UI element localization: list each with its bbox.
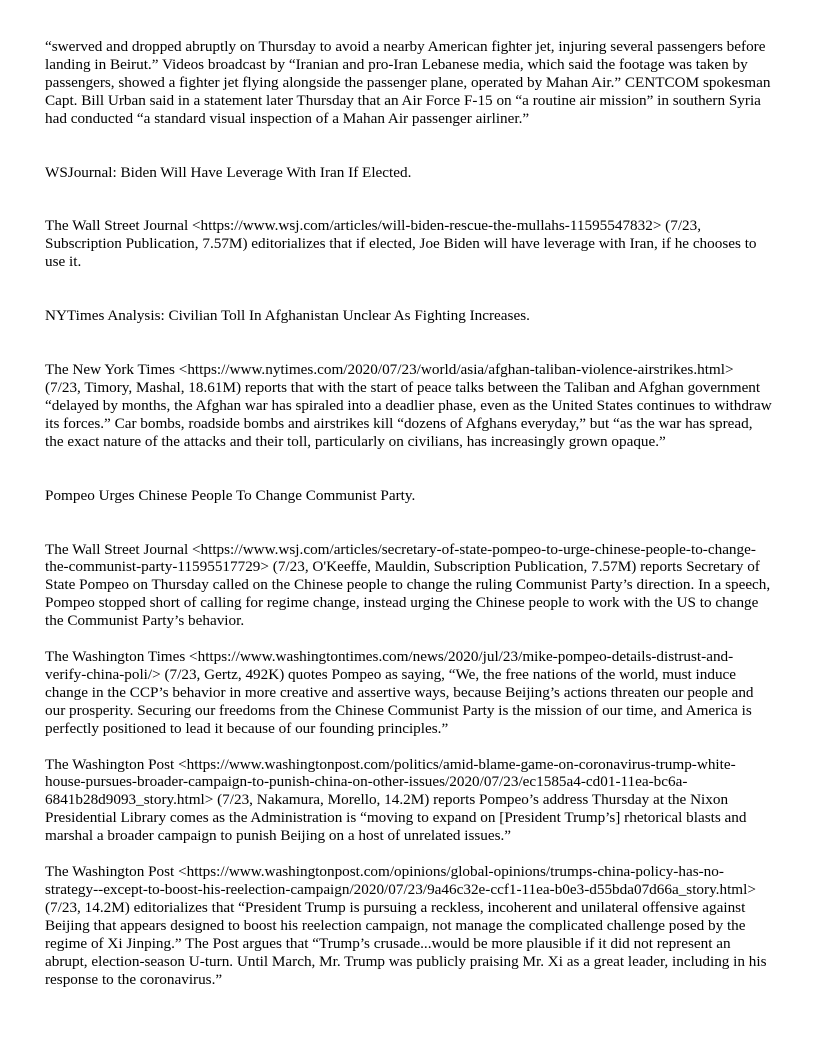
article-paragraph-wsj-biden: The Wall Street Journal <https://www.wsj.com/articles/will-biden-rescue-the-mullahs-11595547832> (7/23, Subscription Publication, 7.57M) editorializes that if elected, Joe Biden will have leverage with Iran, if he chooses to use it.	[45, 217, 757, 271]
document-page	[45, 38, 773, 988]
article-paragraph-washington-times: The Washington Times <https://www.washingtontimes.com/news/2020/jul/23/mike-pompeo-details-distrust-and-verify-china-poli/> (7/23, Gertz, 492K) quotes Pompeo as saying, “We, the free nations of the world, must induce change in the CCP’s behavior in more creative and assertive ways, because Beijing’s actions threaten our people and our prosperity. Securing our freedoms from the Chinese Communist Party is the mission of our time, and America is perfectly positioned to lead it because of our founding principles.”	[45, 648, 754, 737]
article-paragraph-wapo-pompeo: The Washington Post <https://www.washingtonpost.com/politics/amid-blame-game-on-coronavirus-trump-white-house-pursues-broader-campaign-to-punish-china-on-other-issues/2020/07/23/ec1585a4-cd01-11ea-bc6a-6841b28d9093_story.html> (7/23, Nakamura, Morello, 14.2M) reports Pompeo’s address Thursday at the Nixon Presidential Library comes as the Administration is “moving to expand on [President Trump’s] rhetorical blasts and marshal a broader campaign to punish Beijing on a host of unrelated issues.”	[45, 755, 747, 845]
spacer	[45, 451, 773, 487]
article-paragraph-nyt-afghanistan: The New York Times <https://www.nytimes.com/2020/07/23/world/asia/afghan-taliban-violence-airstrikes.html> (7/23, Timory, Mashal, 18.61M) reports that with the start of peace talks between the Taliban and Afghan government “delayed by months, the Afghan war has spiraled into a deadlier phase, even as the United States continues to withdraw its forces.” Car bombs, roadside bombs and airstrikes kill “dozens of Afghans everyday,” but “as the war has spread, the exact nature of the attacks and their toll, particularly on civilians, has increasingly grown opaque.”	[45, 361, 772, 450]
spacer	[45, 738, 773, 756]
spacer	[45, 505, 773, 541]
article-paragraph-iran-jet: “swerved and dropped abruptly on Thursday to avoid a nearby American fighter jet, injuring several passengers before landing in Beirut.” Videos broadcast by “Iranian and pro-Iran Lebanese media, which said the footage was taken by passengers, showed a fighter jet flying alongside the passenger plane, operated by Mahan Air.” CENTCOM spokesman Capt. Bill Urban said in a statement later Thursday that an Air Force F-15 on “a routine air mission” in southern Syria had conducted “a standard visual inspection of a Mahan Air passenger airliner.”	[45, 38, 771, 127]
spacer	[45, 181, 773, 217]
spacer	[45, 128, 773, 164]
article-paragraph-wapo-editorial: The Washington Post <https://www.washingtonpost.com/opinions/global-opinions/trumps-china-policy-has-no-strategy--except-to-boost-his-reelection-campaign/2020/07/23/9a46c32e-ccf1-11ea-b0e3-d55bda07d66a_story.html> (7/23, 14.2M) editorializes that “President Trump is pursuing a reckless, incoherent and unilateral offensive against Beijing that appears designed to boost his reelection campaign, not manage the complicated challenge posed by the regime of Xi Jinping.” The Post argues that “Trump’s crusade...would be more plausible if it did not represent an abrupt, election-season U-turn. Until March, Mr. Trump was publicly praising Mr. Xi as a great leader, including in his response to the coronavirus.”	[45, 863, 767, 988]
article-paragraph-wsj-pompeo: The Wall Street Journal <https://www.wsj.com/articles/secretary-of-state-pompeo-to-urge-chinese-people-to-change-the-communist-party-11595517729> (7/23, O'Keeffe, Mauldin, Subscription Publication, 7.57M) reports Secretary of State Pompeo on Thursday called on the Chinese people to change the ruling Communist Party’s direction. In a speech, Pompeo stopped short of calling for regime change, instead urging the Chinese people to work with the US to change the Communist Party’s behavior.	[45, 540, 771, 630]
spacer	[45, 271, 773, 307]
headline-pompeo-china: Pompeo Urges Chinese People To Change Communist Party.	[45, 486, 416, 504]
spacer	[45, 845, 773, 863]
spacer	[45, 325, 773, 361]
spacer	[45, 630, 773, 648]
headline-biden-iran: WSJournal: Biden Will Have Leverage With Iran If Elected.	[45, 163, 412, 181]
headline-afghanistan: NYTimes Analysis: Civilian Toll In Afghanistan Unclear As Fighting Increases.	[45, 307, 530, 325]
